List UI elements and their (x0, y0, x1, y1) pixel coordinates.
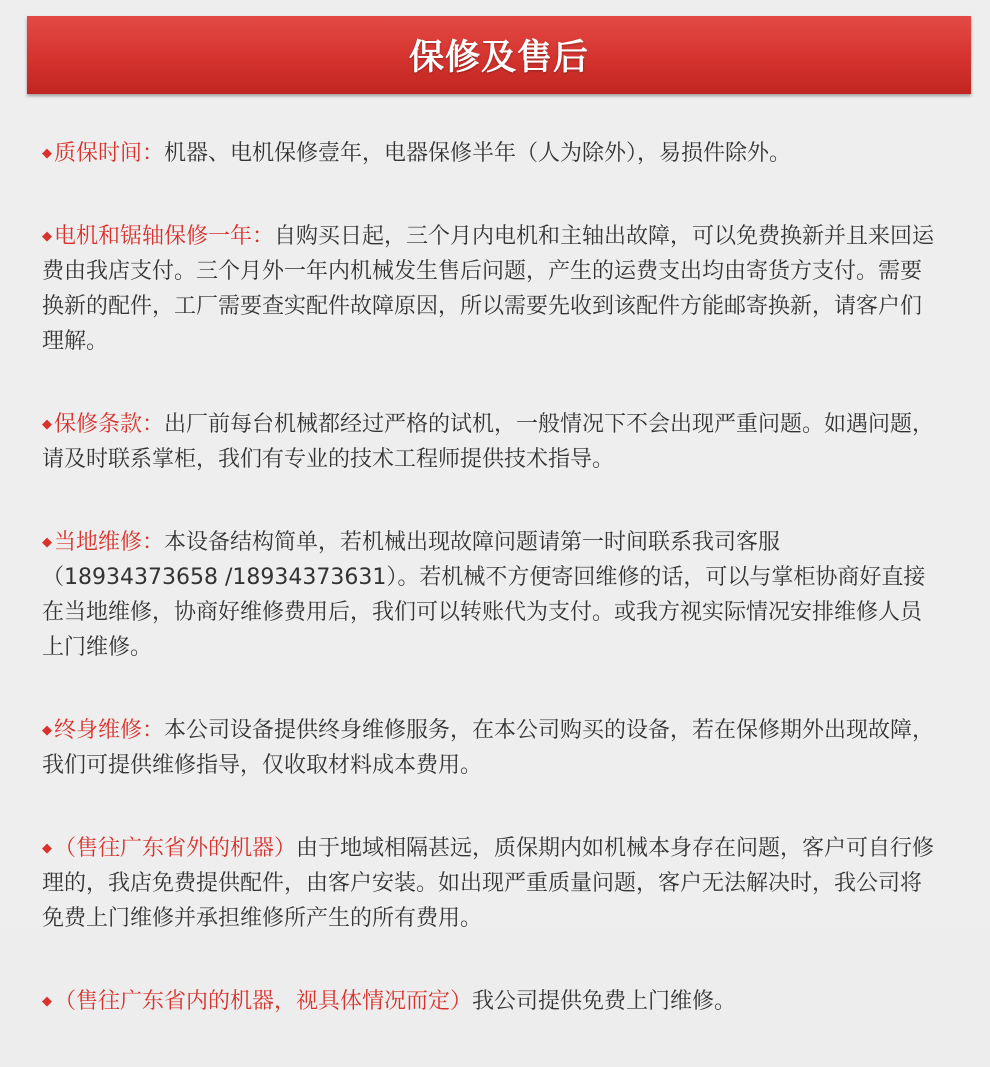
section-outside-guangdong (42, 831, 942, 936)
section-heading: 保修条款： (54, 412, 165, 437)
diamond-bullet-icon: ◆ (42, 417, 52, 432)
section-body: 本设备结构简单，若机械出现故障问题请第一时间联系我司客服（18934373658 /18934373631）。若机械不方便寄回维修的话，可以与掌柜协商好直接在当地维修，协商好维修费用后，我们可以转账代为支付。或我方视实际情况安排维修人员上门维修。 (42, 530, 926, 660)
section-heading: （售往广东省外的机器） (54, 836, 297, 861)
diamond-bullet-icon: ◆ (42, 229, 52, 244)
section-motor-saw-shaft (42, 219, 942, 359)
section-heading: 当地维修： (54, 530, 165, 555)
section-inside-guangdong (42, 984, 942, 1019)
section-body: 机器、电机保修壹年，电器保修半年（人为除外），易损件除外。 (164, 141, 792, 166)
section-heading: （售往广东省内的机器，视具体情况而定） (54, 989, 473, 1014)
diamond-bullet-icon: ◆ (42, 994, 52, 1009)
section-heading: 终身维修： (54, 718, 165, 743)
section-body: 由于地域相隔甚远，质保期内如机械本身存在问题，客户可自行修理的，我店免费提供配件，由客户安装。如出现严重质量问题，客户无法解决时，我公司将免费上门维修并承担维修所产生的所有费用。 (42, 836, 935, 931)
section-body: 出厂前每台机械都经过严格的试机，一般情况下不会出现严重问题。如遇问题，请及时联系掌柜，我们有专业的技术工程师提供技术指导。 (42, 412, 935, 472)
section-heading: 电机和锯轴保修一年： (54, 224, 275, 249)
page-title: 保修及售后 (408, 38, 589, 78)
section-heading: 质保时间： (54, 141, 165, 166)
diamond-bullet-icon: ◆ (42, 146, 52, 161)
diamond-bullet-icon: ◆ (42, 535, 52, 550)
section-warranty-terms (42, 407, 942, 477)
warranty-content (42, 136, 942, 1067)
diamond-bullet-icon: ◆ (42, 723, 52, 738)
section-warranty-period (42, 136, 942, 171)
section-local-repair (42, 525, 942, 665)
section-body: 我公司提供免费上门维修。 (472, 989, 737, 1014)
section-body: 自购买日起，三个月内电机和主轴出故障，可以免费换新并且来回运费由我店支付。三个月外一年内机械发生售后问题，产生的运费支出均由寄货方支付。需要换新的配件，工厂需要查实配件故障原因，所以需要先收到该配件方能邮寄换新，请客户们理解。 (42, 224, 935, 354)
title-banner (27, 16, 971, 94)
section-body: 本公司设备提供终身维修服务，在本公司购买的设备，若在保修期外出现故障，我们可提供维修指导，仅收取材料成本费用。 (42, 718, 935, 778)
diamond-bullet-icon: ◆ (42, 841, 52, 856)
section-lifetime-repair (42, 713, 942, 783)
